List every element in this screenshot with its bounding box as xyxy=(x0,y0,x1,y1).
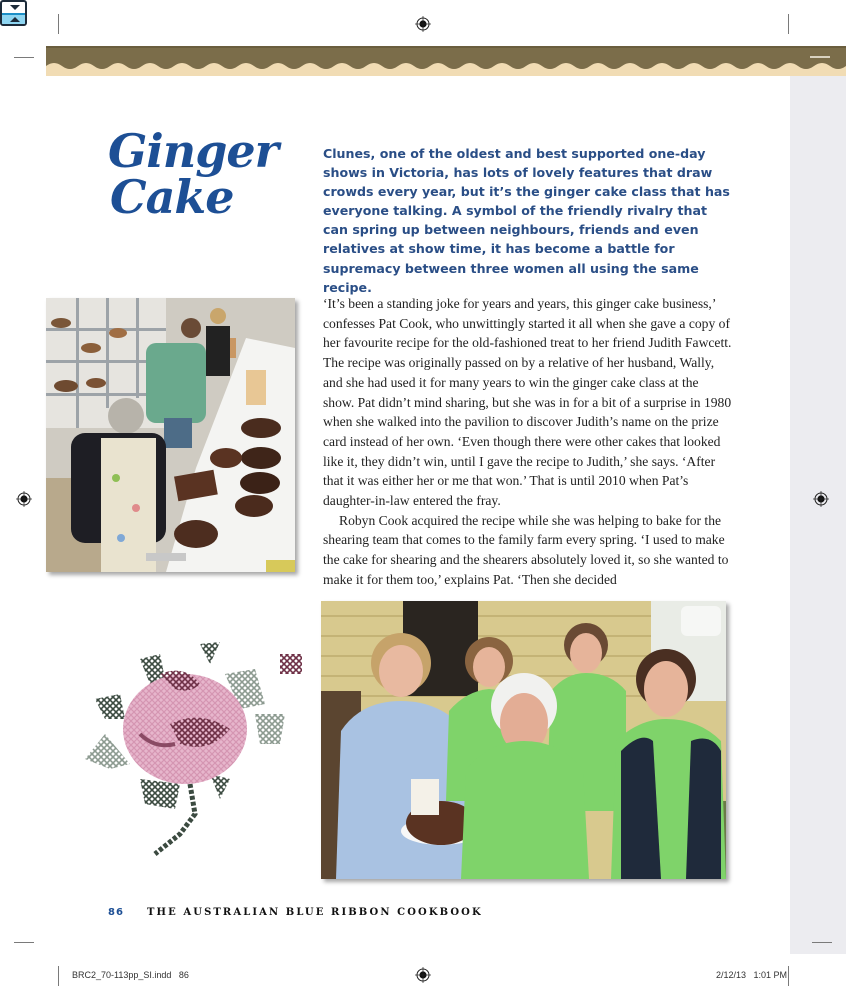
body-paragraph: ‘It’s been a standing joke for years and years, this ginger cake business,’ confesses Pat Cook, who unwittingly started it all when she gave a copy of her favourite recipe for the old-fashioned treat to her friend Judith Fawcett. The recipe was originally passed on by a relative of her husband, Wally, and she had used it for many years to win the ginger cake class at the show. Pat didn’t mind sharing, but she was in for a bit of a surprise in 1980 when she walked into the pavilion to discover Judith’s name on the prize card instead of her own. ‘Even though there were other cakes that looked like it, they didn’t win, until I gave the recipe to Judith,’ she says. ‘After that it was either her or me that won.’ That is until 2010 when Pat’s daughter-in-law entered the fray. xyxy=(323,296,732,509)
chevron-down-icon xyxy=(10,5,20,10)
crop-mark-bottom-right xyxy=(788,966,789,986)
title-line-1: Ginger xyxy=(108,124,278,178)
body-text xyxy=(323,294,733,590)
panel-toggle-button[interactable] xyxy=(0,0,27,26)
registration-mark-icon xyxy=(415,967,431,983)
crop-mark-top-left xyxy=(58,14,59,34)
slug-datetime: 2/12/13 1:01 PM xyxy=(716,970,788,980)
body-paragraph: Robyn Cook acquired the recipe while she was helping to bake for the shearing team that comes to the family farm every spring. ‘I used to make the cake for shearing and the shearers absolutely loved it, so she wanted to make it for them too,’ explains Pat. ‘Then she decided xyxy=(323,512,729,587)
running-head: THE AUSTRALIAN BLUE RIBBON COOKBOOK xyxy=(147,907,483,918)
intro-paragraph: Clunes, one of the oldest and best supported one-day shows in Victoria, has lots of lovely features that draw crowds every year, but it’s the ginger cake class that has everyone talking. A symbol of the friendly rivalry that can spring up between neighbours, friends and even relatives at show time, it has become a battle for supremacy between three women all using the same recipe. xyxy=(323,146,730,295)
crop-mark-top-right xyxy=(788,14,789,34)
crop-mark-left-bottom xyxy=(14,942,34,943)
photo-cake-judging-illustration xyxy=(46,298,295,572)
registration-mark-icon xyxy=(813,491,829,507)
page-number: 86 xyxy=(108,907,124,918)
registration-mark-icon xyxy=(415,16,431,32)
photo-group-women-illustration xyxy=(321,601,726,879)
photo-group-women xyxy=(321,601,726,879)
cross-stitch-rose-illustration xyxy=(80,634,305,859)
decorative-scallop-band xyxy=(46,46,846,76)
chevron-up-icon xyxy=(10,17,20,22)
crop-mark-left-top xyxy=(14,57,34,58)
photo-cake-judging xyxy=(46,298,295,572)
registration-mark-icon xyxy=(16,491,32,507)
crop-mark-right-bottom xyxy=(812,942,832,943)
title-line-2: Cake xyxy=(110,170,234,224)
article-title xyxy=(108,124,298,224)
bleed-area xyxy=(790,76,846,954)
crop-mark-bottom-left xyxy=(58,966,59,986)
slug-filename: BRC2_70-113pp_SI.indd 86 xyxy=(72,970,189,980)
